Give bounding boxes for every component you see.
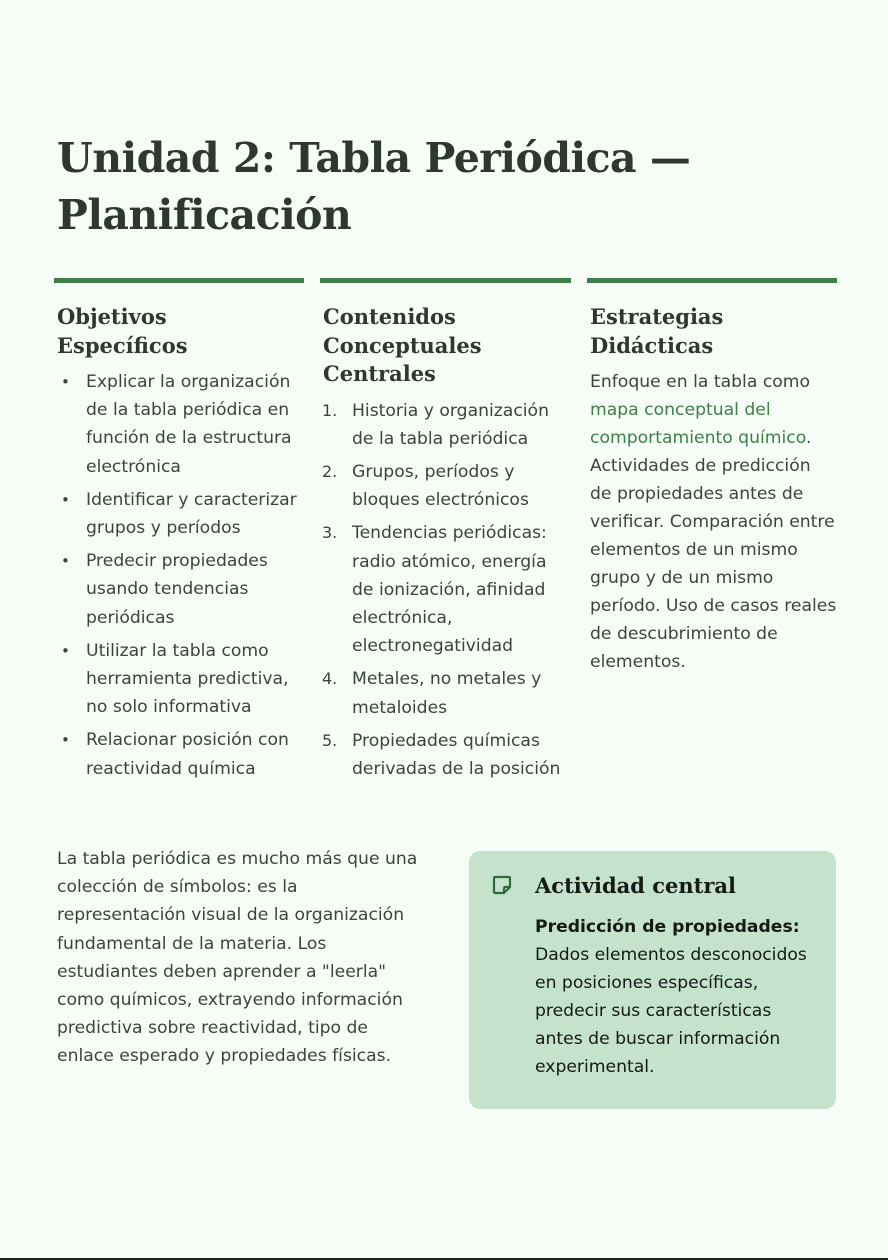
strategies-text-end: . Actividades de predicción de propiedades antes de verificar. Comparación entre elementos de un mismo grupo y de un mismo período. Uso de casos reales de descubrimiento de elementos. <box>590 428 837 672</box>
objective-text: Explicar la organización de la tabla periódica en función de la estructura electrónica <box>86 372 292 477</box>
objectives-heading: Objetivos Específicos <box>57 304 188 358</box>
bullet-icon: • <box>61 731 70 750</box>
objective-text: Utilizar la tabla como herramienta predictiva, no solo informativa <box>86 640 289 718</box>
objectives-column <box>54 278 304 788</box>
callout-title: Actividad central <box>535 873 736 898</box>
list-item <box>320 397 571 453</box>
list-item <box>320 665 571 721</box>
concept-map-link[interactable]: mapa conceptual del comportamiento químico <box>590 400 806 448</box>
intro-paragraph: La tabla periódica es mucho más que una colección de símbolos: es la representación visual de la organización fundamental de la materia. Los estudiantes deben aprender a "leerla" como químicos, extrayendo información predictiva sobre reactividad, tipo de enlace esperado y propiedades físicas. <box>57 849 418 1067</box>
activity-callout <box>469 851 836 1109</box>
strategies-text <box>590 368 837 676</box>
item-number: 2. <box>322 461 338 481</box>
list-item <box>54 486 304 542</box>
objective-text: Identificar y caracterizar grupos y períodos <box>86 489 297 539</box>
item-number: 5. <box>322 730 338 750</box>
content-text: Tendencias periódicas: radio atómico, energía de ionización, afinidad electrónica, electronegatividad <box>352 523 547 657</box>
bullet-icon: • <box>61 641 70 660</box>
list-item <box>54 637 304 722</box>
list-item <box>54 368 304 481</box>
list-item <box>54 547 304 632</box>
list-item <box>320 458 571 514</box>
contents-column <box>320 278 571 788</box>
page-title: Unidad 2: Tabla Periódica — Planificación <box>57 134 691 239</box>
strategies-column <box>587 278 837 676</box>
bullet-icon: • <box>61 552 70 571</box>
content-text: Historia y organización de la tabla periódica <box>352 400 549 449</box>
strategies-heading: Estrategias Didácticas <box>590 304 724 358</box>
objective-text: Relacionar posición con reactividad química <box>86 730 289 779</box>
item-number: 1. <box>322 400 338 420</box>
objective-text: Predecir propiedades usando tendencias periódicas <box>86 551 268 628</box>
list-item <box>320 519 571 660</box>
contents-list <box>320 397 571 784</box>
callout-lead: Predicción de propiedades: <box>535 917 800 937</box>
bullet-icon: • <box>61 373 70 391</box>
bullet-icon: • <box>61 490 70 509</box>
content-text: Propiedades químicas derivadas de la posición <box>352 730 561 779</box>
item-number: 4. <box>322 669 338 689</box>
item-number: 3. <box>322 523 338 543</box>
callout-body <box>535 913 820 1081</box>
list-item <box>54 726 304 782</box>
content-text: Grupos, períodos y bloques electrónicos <box>352 461 529 511</box>
callout-text: Dados elementos desconocidos en posiciones específicas, predecir sus características antes de buscar información experimental. <box>535 945 807 1077</box>
list-item <box>320 727 571 783</box>
objectives-list <box>54 368 304 783</box>
content-text: Metales, no metales y metaloides <box>352 669 542 718</box>
contents-heading: Contenidos Conceptuales Centrales <box>323 304 482 386</box>
strategies-text-start: Enfoque en la tabla como <box>590 372 811 392</box>
note-icon <box>491 874 513 896</box>
